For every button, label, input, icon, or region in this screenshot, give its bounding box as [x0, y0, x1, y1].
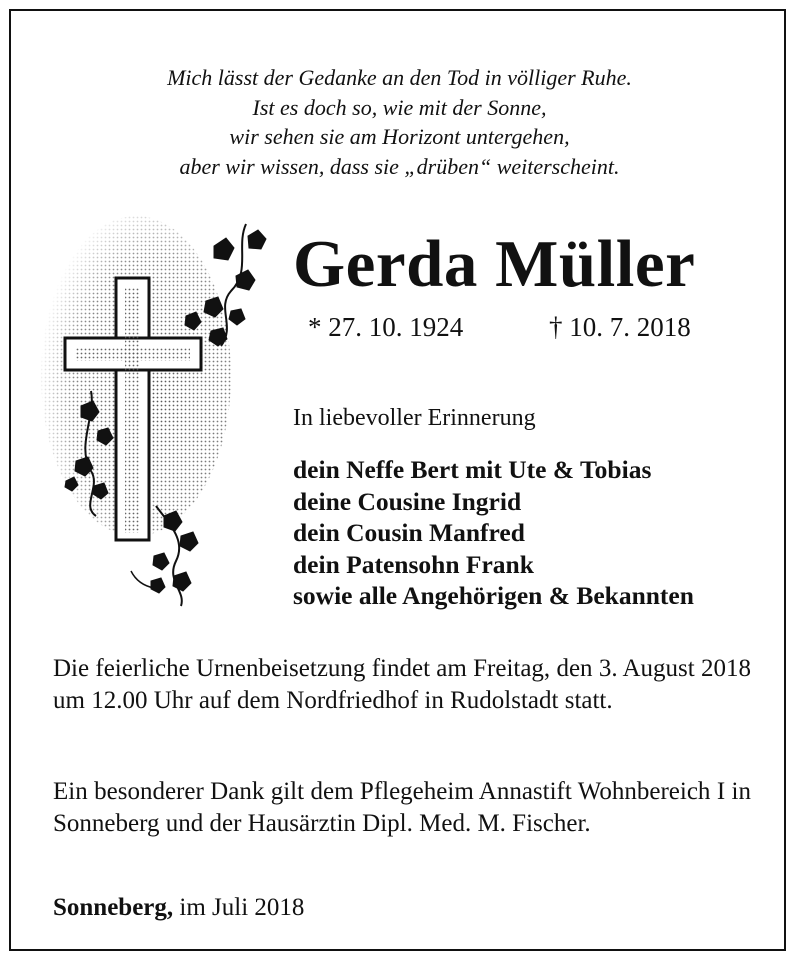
mourner-item: dein Neffe Bert mit Ute & Tobias [293, 455, 652, 484]
funeral-announcement: Die feierliche Urnenbeisetzung findet am Freitag, den 3. August 2018 um 12.00 Uhr auf dem Nordfriedhof in Rudolstadt statt. [53, 655, 751, 714]
mourner-item: dein Cousin Manfred [293, 518, 525, 547]
mourners-list [293, 454, 694, 612]
memory-line: In liebevoller Erinnerung [293, 405, 536, 431]
mourner-item: sowie alle Angehörigen & Bekannten [293, 581, 694, 610]
poem-line: wir sehen sie am Horizont untergehen, [229, 124, 570, 149]
memorial-poem [11, 63, 788, 181]
cross-with-ivy-icon [36, 216, 276, 616]
deceased-name: Gerda Müller [293, 227, 696, 301]
poem-line: aber wir wissen, dass sie „drüben“ weiterscheint. [179, 153, 620, 179]
poem-line: Mich lässt der Gedanke an den Tod in völliger Ruhe. [167, 65, 632, 90]
poem-line: Ist es doch so, wie mit der Sonne, [252, 94, 547, 120]
birth-date: * 27. 10. 1924 [308, 312, 464, 342]
death-date: † 10. 7. 2018 [549, 312, 691, 342]
signature-place: Sonneberg, [53, 894, 174, 921]
thanks-paragraph: Ein besonderer Dank gilt dem Pflegeheim Annastift Wohnbereich I in Sonneberg und der Hausärztin Dipl. Med. M. Fischer. [53, 778, 751, 837]
mourner-item: deine Cousine Ingrid [293, 486, 522, 516]
signature-line [53, 894, 304, 922]
mourner-item: dein Patensohn Frank [293, 549, 534, 579]
signature-date: im Juli 2018 [179, 894, 305, 921]
obituary-notice [9, 9, 786, 951]
